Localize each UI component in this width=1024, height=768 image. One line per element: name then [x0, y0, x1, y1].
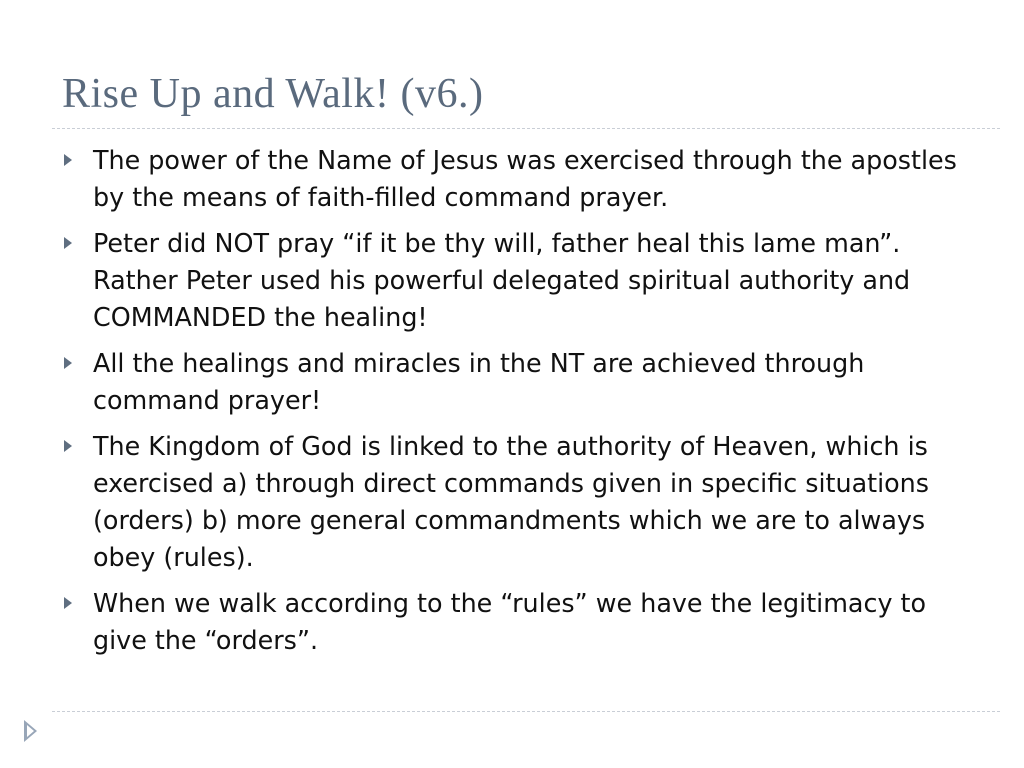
bullet-triangle-icon [64, 440, 72, 452]
bullet-item [62, 428, 972, 576]
bullet-triangle-icon [64, 154, 72, 166]
bullet-item [62, 225, 972, 336]
bullet-text: The Kingdom of God is linked to the authority of Heaven, which is exercised a) through direct commands given in specific situations (orders) b) more general commandments which we are to always obey (rules). [93, 431, 929, 572]
bullet-text: Peter did NOT pray “if it be thy will, father heal this lame man”. Rather Peter used his powerful delegated spiritual authority and COMMANDED the healing! [93, 228, 911, 332]
play-arrow-icon[interactable] [24, 720, 37, 742]
bullet-text: The power of the Name of Jesus was exercised through the apostles by the means of faith-filled command prayer. [93, 145, 957, 212]
bullet-triangle-icon [64, 237, 72, 249]
bullet-triangle-icon [64, 597, 72, 609]
bullet-item [62, 345, 972, 419]
bullet-list [62, 142, 972, 668]
bullet-item [62, 142, 972, 216]
slide-title: Rise Up and Walk! (v6.) [62, 71, 484, 117]
title-divider [52, 128, 1000, 129]
bullet-text: All the healings and miracles in the NT are achieved through command prayer! [93, 348, 865, 415]
bullet-triangle-icon [64, 357, 72, 369]
bullet-item [62, 585, 972, 659]
footer-divider [52, 711, 1000, 712]
bullet-text: When we walk according to the “rules” we have the legitimacy to give the “orders”. [93, 588, 927, 655]
